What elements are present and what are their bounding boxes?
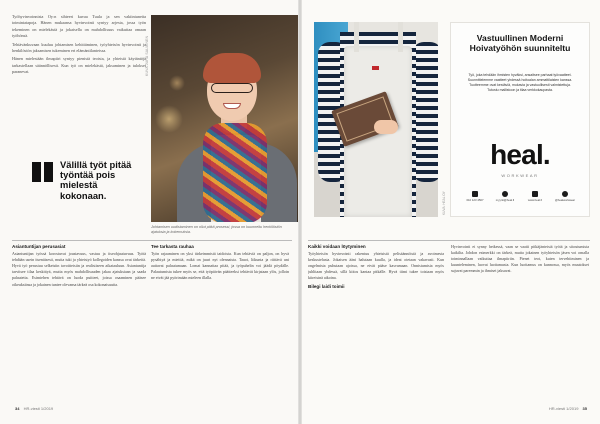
photo-caption: Johtamisen uudistaminen on ollut pitkä prosessi, jossa on kuunneltu henkilöstön ajatuksia ja kokemuksia.	[151, 225, 282, 234]
divider	[12, 240, 292, 241]
publication-name: HR-viesti 1/2019	[23, 406, 54, 411]
article-column	[308, 244, 444, 404]
web-icon	[532, 191, 538, 197]
article-column	[12, 244, 146, 404]
portrait-photo	[151, 15, 298, 222]
ad-contacts	[461, 191, 579, 203]
pull-quote-text: Välillä työt pitää työntää pois mielestä kokonaan.	[60, 159, 132, 201]
ad-headline: Vastuullinen Moderni Hoivatyöhön suunniteltu	[469, 33, 571, 53]
intro-paragraph: Työhyvinvoinnista Oy:n sihteeri kuvaa Tuula ja sen vakiintuneita toimintatapoja. Hänen mukaansa hyvinvointi syntyy arjesta, jossa työn tekeminen on mielekästä ja jokaisella on mahdollisuus vaikuttaa omaan työhönsä.	[12, 14, 146, 39]
gutter	[298, 0, 302, 424]
body-text: Asiantuntijan työssä korostuvat joustavuus, vastuu ja itseohjautuvuus. Työtä tehdään usein itsenäisesti, mutta tuki ja yhteistyö kollegoiden kanssa ovat tärkeitä. Hyvä työ perustuu selkeisiin tavoitteisiin ja realistiseen aikatauluun. Asiantuntija tarvitsee tilaa keskittyä, mutta myös mahdollisuuden jakaa ajatuksiaan ja saada palautetta. Esimiehen tehtävä on luoda puitteet, joissa osaaminen pääsee oikeuksiinsa ja jokainen tuntee olevansa tärkeä osa kokonaisuutta.	[12, 251, 146, 287]
section-heading: Tee tarkasta rauhaa	[151, 244, 194, 249]
article-column	[451, 244, 589, 404]
right-page	[300, 0, 600, 424]
brand-logo: heal.	[490, 139, 550, 170]
section-heading: Kaikki voidaan löytyminen	[308, 244, 366, 249]
intro-paragraph: Tehtävänkuvaan kuuluu johtamisen kehittäminen, työyhteisön hyvinvointi ja henkilöstön jaksamisen tukeminen eri elämäntilanteissa.	[12, 41, 146, 54]
phone-icon	[472, 191, 478, 197]
divider	[308, 240, 590, 241]
advertisement	[450, 22, 590, 217]
body-text: Työyhteisön hyvinvointi rakentuu yhteisistä pelisäännöistä ja avoimesta keskustelusta. Jokaisen ääni halutaan kuulla, ja ideat otetaan vakavasti. Kun ongelmista puhutaan ajoissa, ne eivät pääse kasvamaan. Onnistumisia myös juhlitaan yhdessä, sillä kiitos kantaa pitkälle. Hyvä tiimi tukee toisiaan myös kiireisinä aikoina.	[308, 251, 444, 281]
section-heading: Asiantuntijan perusasiat	[12, 244, 66, 249]
contact-text: 010 123 4567	[466, 198, 484, 202]
page-number: 34	[15, 406, 20, 411]
publication-name: HR-viesti 1/2019	[548, 406, 579, 411]
instagram-icon	[562, 191, 568, 197]
article-column	[151, 244, 289, 404]
brand-tagline: WORKWEAR	[501, 173, 539, 178]
contact-instagram	[551, 191, 579, 203]
page-footer	[12, 406, 53, 411]
contact-phone	[461, 191, 489, 203]
mail-icon	[502, 191, 508, 197]
intro-text	[12, 14, 146, 76]
contact-mail	[491, 191, 519, 203]
photo-byline: KUVA JUHA SALMINEN	[145, 35, 149, 76]
contact-text: www.heal.fi	[527, 198, 543, 202]
page-number: 35	[582, 406, 587, 411]
workwear-photo	[314, 22, 438, 217]
contact-text: myynti@heal.fi	[495, 198, 515, 202]
intro-paragraph: Hänen mielestään ilmapiiri syntyy pienistä teoista, ja yhteisiä käytäntöjä tarkastellaan säännöllisesti. Kun työ on mielekästä, jaksaminen ja tulokset paranevat.	[12, 56, 146, 75]
body-text: Hyvinvointi ei synny hetkessä, vaan se vaatii pitkäjänteistä työtä ja sitoutumista kaikilta. Johdon esimerkki on tärkeä, mutta jokainen työyhteisön jäsen voi omalla toiminnallaan vaikuttaa ilmapiiriin. Pienet teot, kuten tervehtiminen ja kuunteleminen, luovat luottamusta. Kun luottamus on kunnossa, myös muutokset sujuvat paremmin ja ihmiset jaksavat.	[451, 244, 589, 274]
body-text: Työn rajaaminen on yksi tärkeimmistä taidoista. Kun tehtäviä on paljon, on hyvä pysähtyä ja miettiä, mikä on juuri nyt olennaista. Tauot, liikunta ja riittävä uni auttavat palautumaan. Lomat kannattaa pitää, ja työpuhelin voi jäädä pöydälle. Palautumista tukee myös se, että työpäivän päätteeksi tehtävät kirjataan ylös, jolloin ne eivät jää pyörimään mieleen illalla.	[151, 251, 289, 281]
page-footer	[549, 406, 590, 411]
photo-credit: KUVA: HEAL OY	[442, 191, 446, 215]
contact-web	[521, 191, 549, 203]
section-heading: Bilegi laidi toimii	[308, 283, 345, 289]
contact-text: @healworkwear	[554, 198, 576, 202]
ad-body: Työ, joka tehdään ihmisten hyväksi, ansaitsee parhaat työvaatteet. Suunnittelemme vaatteet yhdessä hoitoalan ammattilaisten kanssa. Tuotteemme ovat kestäviä, mukavia ja vastuullisesti valmistettuja. Tutustu mallistoon ja tilaa verkkokaupasta.	[467, 73, 573, 92]
quote-mark-icon	[30, 162, 56, 182]
